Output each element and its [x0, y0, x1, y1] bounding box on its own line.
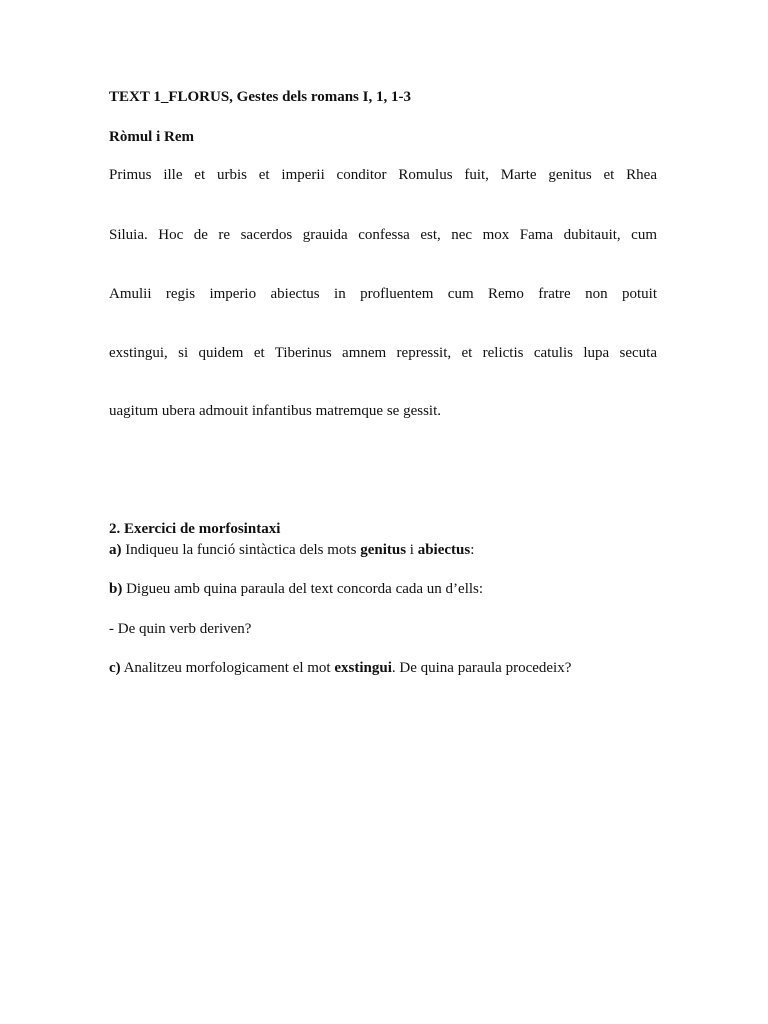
question-c-term-exstingui: exstingui: [334, 660, 392, 676]
question-a: [109, 541, 474, 559]
latin-text-line: uagitum ubera admouit infantibus matremque se gessit.: [109, 403, 442, 419]
question-c: [109, 659, 571, 677]
question-c-text: Analitzeu morfologicament el mot: [120, 660, 335, 676]
question-c-text-end: . De quina paraula procedeix?: [391, 660, 572, 676]
question-b-text: Digueu amb quina paraula del text concorda cada un d’ells:: [122, 581, 484, 597]
question-c-label: c): [109, 660, 121, 676]
question-a-conjunction: i: [406, 542, 418, 558]
question-b-subquestion: - De quin verb deriven?: [109, 621, 252, 637]
latin-text-line: Amulii regis imperio abiectus in profluentem cum Remo fratre non potuit: [109, 286, 657, 302]
latin-text-line: exstingui, si quidem et Tiberinus amnem repressit, et relictis catulis lupa secuta: [109, 345, 657, 361]
question-a-term-genitus: genitus: [360, 542, 407, 558]
section-subtitle: Ròmul i Rem: [109, 129, 194, 145]
question-b: [109, 580, 483, 598]
exercise-title: 2. Exercici de morfosintaxi: [109, 521, 281, 537]
latin-text-line: Primus ille et urbis et imperii conditor Romulus fuit, Marte genitus et Rhea: [109, 167, 657, 183]
question-b-label: b): [109, 581, 123, 597]
question-a-colon: :: [470, 542, 475, 558]
question-a-term-abiectus: abiectus: [417, 542, 471, 558]
question-a-label: a): [109, 542, 122, 558]
latin-text-line: Siluia. Hoc de re sacerdos grauida confessa est, nec mox Fama dubitauit, cum: [109, 227, 657, 243]
question-a-text: Indiqueu la funció sintàctica dels mots: [121, 542, 361, 558]
document-title: TEXT 1_FLORUS, Gestes dels romans I, 1, 1-3: [109, 89, 411, 105]
